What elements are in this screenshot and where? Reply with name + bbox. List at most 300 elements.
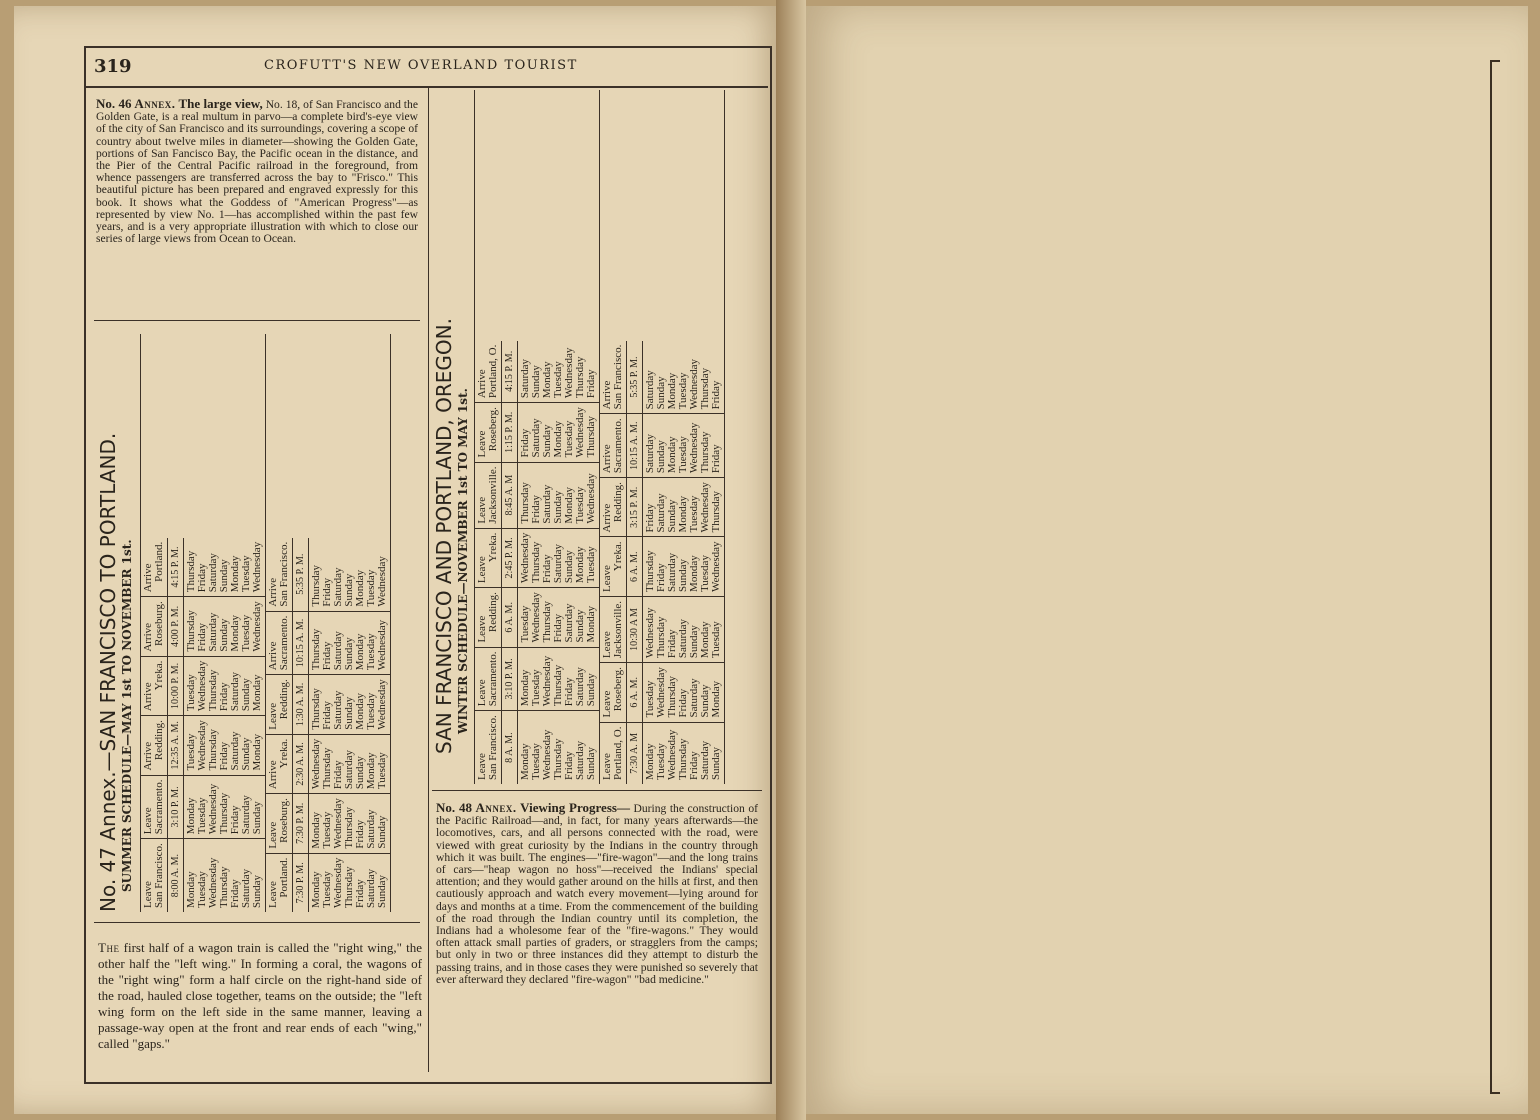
winter-southbound-day: Sunday	[677, 558, 689, 592]
winter-northbound-day: Thursday	[519, 482, 531, 524]
winter-southbound-day: Wednesday	[688, 358, 700, 410]
summer-northbound-day: Friday	[196, 622, 208, 652]
winter-northbound-day: Monday	[585, 605, 597, 643]
winter-southbound-day: Friday	[688, 751, 700, 780]
winter-southbound-day: Saturday	[655, 493, 667, 533]
winter-southbound-action: Leave	[601, 753, 613, 780]
winter-southbound-station: Jacksonville.	[612, 600, 624, 659]
winter-southbound-day: Saturday	[644, 433, 656, 474]
winter-northbound-day: Tuesday	[530, 669, 542, 707]
summer-northbound-day: Monday	[229, 555, 241, 593]
winter-southbound-day: Friday	[710, 380, 722, 410]
winter-northbound-station-header	[475, 647, 502, 711]
winter-northbound-day: Friday	[585, 369, 597, 399]
summer-northbound-day: Friday	[229, 879, 241, 908]
winter-southbound-day: Thursday	[655, 616, 667, 659]
summer-southbound-day: Tuesday	[365, 692, 377, 730]
divider-47	[94, 922, 420, 923]
summer-southbound-action: Arrive	[267, 641, 279, 671]
winter-southbound-day: Thursday	[699, 431, 711, 474]
annex-46-paragraph	[96, 98, 418, 245]
summer-southbound-day: Friday	[332, 760, 344, 790]
winter-southbound-station-header	[600, 341, 627, 414]
summer-northbound-time: 4:00 P. M.	[168, 597, 184, 656]
winter-southbound-action: Arrive	[601, 380, 613, 410]
summer-northbound-day: Thursday	[185, 610, 197, 652]
winter-southbound-day: Sunday	[688, 625, 700, 659]
winter-northbound-day: Thursday	[574, 356, 586, 399]
winter-southbound-day: Friday	[655, 563, 667, 592]
winter-northbound-time: 1:15 P. M.	[502, 403, 518, 462]
winter-northbound-day: Saturday	[574, 740, 586, 780]
summer-northbound-days	[184, 656, 266, 715]
winter-northbound-action: Leave	[476, 556, 488, 584]
winter-northbound-day: Tuesday	[530, 743, 542, 780]
winter-northbound-day: Monday	[552, 420, 564, 458]
winter-northbound-day: Friday	[563, 751, 575, 780]
winter-southbound-day: Monday	[688, 555, 700, 592]
summer-northbound-block	[140, 334, 266, 912]
summer-southbound-day: Thursday	[343, 866, 355, 908]
winter-southbound-station-header	[600, 596, 627, 662]
winter-southbound-action: Leave	[601, 631, 613, 659]
winter-northbound-day: Sunday	[585, 747, 597, 780]
winter-northbound-action: Leave	[476, 430, 488, 458]
summer-northbound-station-header	[141, 538, 168, 597]
summer-northbound-day: Wednesday	[251, 541, 263, 593]
winter-southbound-days	[643, 722, 725, 784]
summer-southbound-day: Tuesday	[321, 871, 333, 908]
summer-southbound-station-header	[266, 675, 293, 734]
winter-northbound-day: Thursday	[552, 738, 564, 780]
winter-southbound-time: 7:30 A. M	[627, 722, 643, 784]
summer-northbound-station: Redding.	[153, 720, 165, 761]
summer-southbound-action: Leave	[267, 821, 279, 849]
summer-southbound-day: Tuesday	[365, 569, 377, 607]
winter-northbound-day: Thursday	[530, 541, 542, 584]
summer-southbound-day: Friday	[321, 641, 333, 671]
summer-southbound-day: Monday	[354, 569, 366, 607]
winter-northbound-station: Portland, O.	[487, 344, 499, 399]
divider-46	[94, 320, 420, 321]
winter-northbound-time: 8 A. M.	[502, 711, 518, 784]
winter-southbound-days	[643, 596, 725, 662]
summer-northbound-day: Saturday	[229, 672, 241, 712]
summer-northbound-action: Arrive	[142, 622, 154, 652]
summer-northbound-day: Monday	[251, 733, 263, 771]
winter-northbound-day: Monday	[519, 743, 531, 780]
winter-southbound-station-header	[600, 722, 627, 784]
annex-46-text: No. 18, of San Francisco and the Golden Gate, is a real multum in parvo—a complete bird's-eye view of the city of San Francisco and its surroundings, covering a scope of country about twelve miles in diameter—showing the Golden Gate, portions of San Fancisco Bay, the Pacific ocean in the distance, and the Pier of the Central Pacific railroad in the foreground, from whence passengers are transferred across the bay to "Frisco." This beautiful picture has been prepared and engraved expressly for this book. It shows what the Goddess of "American Progress"—as represented by view No. 1—has accomplished within the past few years, and is a very appropriate illustration with which to close our series of large views from Ocean to Ocean.	[96, 98, 418, 246]
summer-southbound-time: 1:30 A. M.	[293, 675, 309, 734]
book-gutter	[776, 0, 806, 1120]
summer-southbound-day: Thursday	[310, 565, 322, 607]
winter-northbound-day: Saturday	[563, 603, 575, 643]
summer-southbound-day: Thursday	[321, 747, 333, 790]
winter-southbound-day: Friday	[666, 629, 678, 659]
summer-southbound-station: Redding.	[278, 679, 290, 720]
winter-southbound-station: Sacramento.	[612, 418, 624, 474]
winter-northbound-day: Friday	[519, 428, 531, 458]
winter-southbound-day: Thursday	[699, 367, 711, 410]
winter-northbound-time: 3:10 P. M.	[502, 647, 518, 711]
summer-southbound-station-header	[266, 853, 293, 912]
summer-southbound-day: Thursday	[310, 688, 322, 730]
summer-northbound-day: Sunday	[240, 678, 252, 712]
winter-southbound-day: Sunday	[710, 747, 722, 780]
page-header	[84, 50, 768, 88]
winter-northbound-action: Leave	[476, 679, 488, 707]
winter-southbound-day: Thursday	[644, 550, 656, 592]
summer-southbound-time: 7:30 P. M.	[293, 794, 309, 853]
summer-northbound-day: Wednesday	[196, 720, 208, 771]
summer-northbound-days	[184, 597, 266, 656]
winter-southbound-days	[643, 341, 725, 414]
summer-southbound-day: Monday	[310, 871, 322, 908]
summer-northbound-station-header	[141, 716, 168, 775]
annex-48-paragraph	[436, 802, 758, 986]
summer-southbound-day: Friday	[354, 819, 366, 849]
winter-southbound-day: Friday	[677, 688, 689, 718]
winter-northbound-day: Friday	[552, 613, 564, 643]
winter-southbound-days	[643, 478, 725, 537]
summer-title: No. 47 Annex.—SAN FRANCISCO TO PORTLAND.	[96, 432, 120, 912]
summer-southbound-day: Tuesday	[321, 811, 333, 849]
summer-southbound-station: Roseburg.	[278, 798, 290, 843]
winter-southbound-day: Monday	[710, 680, 722, 718]
summer-timetable	[96, 334, 422, 912]
winter-southbound-day: Thursday	[666, 675, 678, 718]
summer-northbound-day: Monday	[185, 871, 197, 908]
summer-northbound-station: Roseburg.	[153, 601, 165, 646]
winter-southbound-day: Saturday	[677, 618, 689, 659]
winter-northbound-day: Saturday	[519, 358, 531, 399]
summer-southbound-day: Monday	[310, 811, 322, 849]
summer-northbound-action: Arrive	[142, 563, 154, 593]
summer-northbound-day: Friday	[196, 563, 208, 593]
summer-northbound-day: Thursday	[185, 550, 197, 593]
winter-southbound-day: Tuesday	[644, 680, 656, 718]
summer-southbound-station: Sacramento.	[278, 615, 290, 671]
winter-southbound-day: Wednesday	[688, 422, 700, 474]
summer-southbound-day: Monday	[365, 752, 377, 790]
summer-northbound-day: Saturday	[207, 612, 219, 652]
annex-48-annex-word: Annex.	[475, 800, 517, 815]
summer-northbound-day: Wednesday	[207, 857, 219, 908]
summer-southbound-days	[309, 611, 391, 675]
winter-northbound-days	[518, 528, 600, 587]
winter-southbound-day: Saturday	[666, 552, 678, 592]
winter-northbound-station-header	[475, 711, 502, 784]
summer-northbound-day: Thursday	[218, 792, 230, 835]
annex-48-label: No. 48	[436, 800, 472, 815]
summer-northbound-day: Wednesday	[196, 660, 208, 712]
winter-southbound-day: Wednesday	[710, 541, 722, 592]
winter-southbound-day: Tuesday	[688, 495, 700, 533]
summer-northbound-action: Arrive	[142, 682, 154, 712]
winter-northbound-time: 2:45 P. M.	[502, 528, 518, 587]
winter-northbound-station: San Francisco.	[487, 715, 499, 780]
winter-northbound-block	[474, 90, 600, 784]
winter-northbound-day: Friday	[563, 677, 575, 707]
summer-southbound-day: Thursday	[310, 628, 322, 671]
winter-northbound-day: Sunday	[585, 673, 597, 707]
summer-northbound-station: Yreka.	[153, 660, 165, 691]
summer-northbound-time: 8:00 A. M.	[168, 839, 184, 912]
winter-northbound-station: Roseberg.	[487, 407, 499, 452]
right-page-blank	[806, 6, 1528, 1114]
winter-southbound-station-header	[600, 478, 627, 537]
summer-northbound-action: Leave	[142, 807, 154, 835]
summer-southbound-days	[309, 734, 391, 793]
summer-southbound-station-header	[266, 611, 293, 675]
winter-southbound-days	[643, 537, 725, 596]
winter-northbound-station-header	[475, 341, 502, 403]
winter-southbound-day: Friday	[710, 444, 722, 474]
summer-northbound-days	[184, 716, 266, 775]
winter-southbound-day: Monday	[677, 495, 689, 533]
summer-southbound-day: Wednesday	[376, 679, 388, 730]
winter-southbound-time: 10:30 A M	[627, 596, 643, 662]
summer-southbound-action: Leave	[267, 702, 279, 730]
winter-northbound-day: Saturday	[574, 667, 586, 707]
winter-southbound-day: Sunday	[699, 684, 711, 718]
winter-northbound-day: Thursday	[552, 664, 564, 707]
summer-southbound-time: 5:35 P. M.	[293, 538, 309, 611]
winter-northbound-day: Thursday	[585, 415, 597, 458]
winter-southbound-day: Tuesday	[677, 436, 689, 474]
summer-northbound-station-header	[141, 775, 168, 839]
winter-northbound-days	[518, 588, 600, 647]
summer-southbound-day: Saturday	[343, 750, 355, 790]
summer-southbound-day: Wednesday	[376, 619, 388, 671]
winter-northbound-day: Sunday	[552, 490, 564, 524]
summer-southbound-station: San Francisco.	[278, 541, 290, 607]
winter-northbound-days	[518, 462, 600, 528]
winter-southbound-day: Monday	[644, 743, 656, 780]
winter-southbound-day: Wednesday	[655, 667, 667, 718]
summer-southbound-station-header	[266, 734, 293, 793]
winter-southbound-day: Sunday	[666, 499, 678, 533]
summer-southbound-days	[309, 853, 391, 912]
summer-northbound-day: Tuesday	[196, 871, 208, 908]
winter-northbound-time: 6 A. M.	[502, 588, 518, 647]
winter-northbound-action: Leave	[476, 615, 488, 643]
winter-southbound-station-header	[600, 537, 627, 596]
winter-northbound-table	[475, 341, 599, 784]
summer-northbound-station-header	[141, 597, 168, 656]
winter-southbound-station: Redding.	[612, 482, 624, 523]
winter-northbound-day: Saturday	[552, 544, 564, 584]
summer-southbound-day: Sunday	[376, 875, 388, 908]
winter-southbound-day: Saturday	[644, 370, 656, 410]
winter-southbound-day: Sunday	[655, 440, 667, 474]
summer-northbound-day: Friday	[218, 741, 230, 771]
winter-southbound-day: Thursday	[677, 738, 689, 780]
summer-southbound-action: Arrive	[267, 760, 279, 790]
summer-northbound-day: Saturday	[240, 868, 252, 908]
summer-northbound-day: Tuesday	[240, 555, 252, 593]
summer-northbound-action: Leave	[142, 881, 154, 908]
winter-southbound-time: 6 A. M.	[627, 663, 643, 722]
summer-northbound-day: Saturday	[207, 553, 219, 593]
summer-southbound-day: Sunday	[343, 573, 355, 607]
wagon-text: first half of a wagon train is called the "right wing," the other half the "left wing." In forming a coral, the wagons of the "right wing" form a half circle on the right-hand side of the road, hauled close together, teams on the outside; the "left wing form on the left side in the same manner, leaving a passage-way open at the front and rear ends of each "wing," called "gaps."	[98, 940, 422, 1051]
winter-northbound-station-header	[475, 462, 502, 528]
summer-northbound-station-header	[141, 839, 168, 912]
winter-northbound-day: Wednesday	[530, 592, 542, 643]
winter-southbound-action: Arrive	[601, 444, 613, 474]
winter-northbound-action: Arrive	[476, 369, 488, 399]
winter-southbound-day: Wednesday	[644, 607, 656, 659]
summer-southbound-day: Friday	[321, 700, 333, 730]
winter-northbound-station: Jacksonville.	[487, 466, 499, 524]
summer-southbound-table	[266, 538, 390, 912]
summer-southbound-time: 10:15 A. M.	[293, 611, 309, 675]
summer-southbound-day: Saturday	[332, 567, 344, 607]
winter-southbound-action: Leave	[601, 690, 613, 718]
summer-subtitle: SUMMER SCHEDULE—MAY 1st TO NOVEMBER 1st.	[120, 539, 134, 892]
winter-southbound-time: 10:15 A. M.	[627, 414, 643, 478]
winter-southbound-day: Tuesday	[655, 743, 667, 780]
summer-southbound-day: Wednesday	[332, 857, 344, 908]
summer-southbound-day: Sunday	[343, 637, 355, 671]
summer-southbound-time: 7:30 P. M.	[293, 853, 309, 912]
summer-northbound-day: Sunday	[251, 801, 263, 835]
winter-southbound-day: Sunday	[655, 376, 667, 410]
summer-northbound-day: Monday	[229, 615, 241, 652]
winter-southbound-day: Tuesday	[699, 555, 711, 592]
summer-southbound-day: Sunday	[376, 815, 388, 849]
summer-northbound-station-header	[141, 656, 168, 715]
winter-southbound-day: Wednesday	[699, 482, 711, 533]
winter-northbound-day: Sunday	[541, 424, 553, 458]
winter-southbound-day: Tuesday	[677, 372, 689, 410]
summer-southbound-day: Tuesday	[365, 633, 377, 671]
winter-southbound-station: San Francisco.	[612, 344, 624, 410]
winter-southbound-action: Leave	[601, 565, 613, 592]
summer-northbound-table	[141, 538, 265, 912]
summer-southbound-station: Portland.	[278, 857, 290, 898]
winter-northbound-day: Tuesday	[552, 361, 564, 399]
winter-southbound-day: Tuesday	[710, 621, 722, 659]
winter-southbound-day: Saturday	[699, 740, 711, 780]
summer-southbound-station-header	[266, 538, 293, 611]
summer-southbound-action: Arrive	[267, 577, 279, 607]
summer-southbound-station-header	[266, 794, 293, 853]
winter-southbound-station: Portland, O.	[612, 726, 624, 780]
winter-northbound-day: Wednesday	[563, 347, 575, 399]
winter-northbound-days	[518, 403, 600, 462]
winter-southbound-time: 3:15 P. M.	[627, 478, 643, 537]
summer-northbound-days	[184, 839, 266, 912]
winter-northbound-day: Monday	[563, 487, 575, 524]
summer-northbound-time: 12:35 A. M.	[168, 716, 184, 775]
winter-southbound-station: Yreka.	[612, 541, 624, 572]
summer-southbound-action: Leave	[267, 881, 279, 908]
winter-northbound-day: Wednesday	[541, 655, 553, 707]
annex-46-label: No. 46	[96, 96, 132, 111]
winter-northbound-day: Tuesday	[519, 605, 531, 643]
annex-48-text: During the construction of the Pacific Railroad—and, in fact, for many years afterwards—the locomotives, cars, and all persons connected with the road, were viewed with great curiosity by the Indians in the country through which it was built. The engines—"fire-wagon"—and the long trains of cars—"heap wagon no hoss"—received the Indians' special attention; and they would gather around on the hills at first, and then cautiously approach and watch every movement—lying around for days and months at a time. From the commencement of the building of the road through the Indian country until its completion, the Indians had a wholesome fear of the "fire-wagons." They would often attack small parties of graders, or stragglers from the camps; but only in two or three instances did they attempt to disturb the passing trains, and in those cases they were punished so severely that ever afterward they declared "fire-wagon" "bad medicine."	[436, 802, 758, 986]
winter-southbound-day: Monday	[699, 621, 711, 659]
summer-southbound-day: Wednesday	[310, 738, 322, 790]
summer-southbound-day: Monday	[354, 633, 366, 671]
wagon-train-paragraph	[98, 940, 422, 1052]
winter-northbound-station: Yreka.	[487, 532, 499, 563]
winter-northbound-days	[518, 647, 600, 711]
winter-northbound-day: Wednesday	[541, 729, 553, 780]
summer-southbound-day: Sunday	[343, 696, 355, 730]
summer-southbound-day: Saturday	[332, 690, 344, 730]
summer-northbound-action: Arrive	[142, 741, 154, 771]
winter-northbound-station-header	[475, 588, 502, 647]
summer-northbound-day: Sunday	[251, 875, 263, 908]
summer-northbound-days	[184, 775, 266, 839]
winter-northbound-days	[518, 711, 600, 784]
winter-northbound-time: 8:45 A. M	[502, 462, 518, 528]
winter-southbound-days	[643, 663, 725, 722]
summer-northbound-day: Sunday	[240, 737, 252, 771]
summer-northbound-day: Friday	[229, 805, 241, 835]
winter-northbound-day: Monday	[541, 361, 553, 399]
page-edge-bracket	[1490, 60, 1500, 1094]
winter-title: SAN FRANCISCO AND PORTLAND, OREGON.	[432, 318, 456, 754]
summer-northbound-day: Tuesday	[185, 674, 197, 712]
summer-southbound-day: Saturday	[365, 809, 377, 849]
winter-northbound-day: Wednesday	[585, 473, 597, 524]
divider-winter	[432, 790, 762, 791]
winter-southbound-day: Monday	[666, 372, 678, 410]
summer-southbound-days	[309, 538, 391, 611]
annex-46-annex-word: Annex.	[134, 96, 176, 111]
summer-northbound-station: Sacramento.	[153, 779, 165, 835]
winter-northbound-day: Sunday	[530, 365, 542, 399]
winter-northbound-station-header	[475, 528, 502, 587]
summer-southbound-day: Wednesday	[332, 798, 344, 849]
summer-northbound-days	[184, 538, 266, 597]
winter-southbound-day: Monday	[666, 436, 678, 474]
summer-northbound-time: 3:10 P. M.	[168, 775, 184, 839]
winter-southbound-time: 5:35 P. M.	[627, 341, 643, 414]
summer-southbound-day: Friday	[321, 577, 333, 607]
summer-northbound-day: Friday	[218, 682, 230, 712]
summer-southbound-day: Saturday	[365, 868, 377, 908]
summer-northbound-day: Sunday	[218, 618, 230, 652]
summer-northbound-day: Sunday	[218, 559, 230, 593]
winter-southbound-table	[600, 341, 724, 784]
running-head: CROFUTT'S NEW OVERLAND TOURIST	[264, 58, 578, 73]
winter-northbound-day: Saturday	[530, 418, 542, 458]
winter-northbound-action: Leave	[476, 753, 488, 780]
winter-northbound-action: Leave	[476, 496, 488, 524]
summer-northbound-day: Tuesday	[240, 614, 252, 652]
summer-southbound-day: Friday	[354, 879, 366, 908]
winter-southbound-station-header	[600, 414, 627, 478]
summer-northbound-station: Portland.	[153, 541, 165, 582]
summer-southbound-day: Wednesday	[376, 556, 388, 607]
winter-southbound-station: Roseberg.	[612, 667, 624, 712]
winter-northbound-day: Sunday	[574, 609, 586, 643]
annex-46-heading: The large view,	[178, 96, 263, 111]
summer-southbound-day: Tuesday	[376, 752, 388, 790]
winter-southbound-action: Arrive	[601, 503, 613, 533]
winter-southbound-day: Saturday	[688, 678, 700, 718]
summer-northbound-day: Wednesday	[207, 783, 219, 835]
winter-southbound-block	[600, 90, 725, 784]
summer-northbound-day: Monday	[185, 797, 197, 835]
winter-southbound-day: Wednesday	[666, 729, 678, 780]
